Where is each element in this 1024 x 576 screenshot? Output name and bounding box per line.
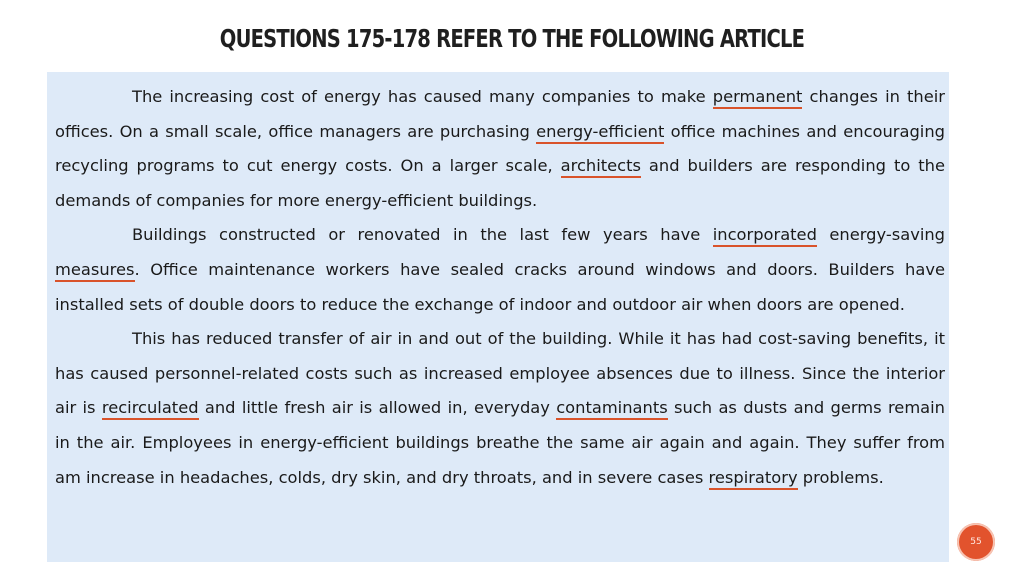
article-paragraph-3 [55,322,945,495]
text-segment: Buildings constructed or renovated in the last few years have [132,225,713,245]
vocab-word-energy-efficient: energy-efficient [536,122,664,144]
text-segment: and builders are responding to the demands of companies for more energy-efficient buildings. [55,156,945,210]
vocab-word-recirculated: recirculated [102,398,199,420]
vocab-word-respiratory: respiratory [709,468,798,490]
text-segment: changes in their offices. On a small scale, office managers are purchasing [55,87,945,141]
vocab-word-measures: measures [55,260,135,282]
article-paragraph-1 [55,80,945,218]
article-panel [47,72,949,562]
article-paragraph-2 [55,218,945,322]
vocab-word-incorporated: incorporated [713,225,817,247]
article-body [55,80,945,495]
page-title: QUESTIONS 175-178 REFER TO THE FOLLOWING ARTICLE [219,24,805,53]
text-segment: . Office maintenance workers have sealed cracks around windows and doors. Builders have installed sets of double doors to reduce the exchange of indoor and outdoor air when doors are opened. [55,259,945,314]
slide-nav-button[interactable] [957,523,995,561]
text-segment: problems. [797,467,884,487]
vocab-word-contaminants: contaminants [556,398,667,420]
text-segment: such as dusts and germs remain in the air. Employees in energy-efficient buildings breathe the same air again and again. They suffer from am increase in headaches, colds, dry skin, and dry throats, and in severe cases [55,398,945,487]
text-segment: and little fresh air is allowed in, everyday [198,398,557,418]
vocab-word-architects: architects [561,156,641,178]
text-segment: energy-saving [816,225,945,245]
vocab-word-permanent: permanent [713,87,803,109]
text-segment: The increasing cost of energy has caused many companies to make [132,87,713,106]
slide-number: 55 [970,537,982,547]
text-segment: office machines and encouraging recycling programs to cut energy costs. On a larger scale, [55,121,945,176]
text-segment: This has reduced transfer of air in and out of the building. While it has had cost-saving benefits, it has caused personnel-related costs such as increased employee absences due to illness. Since the interior air is [55,329,945,418]
